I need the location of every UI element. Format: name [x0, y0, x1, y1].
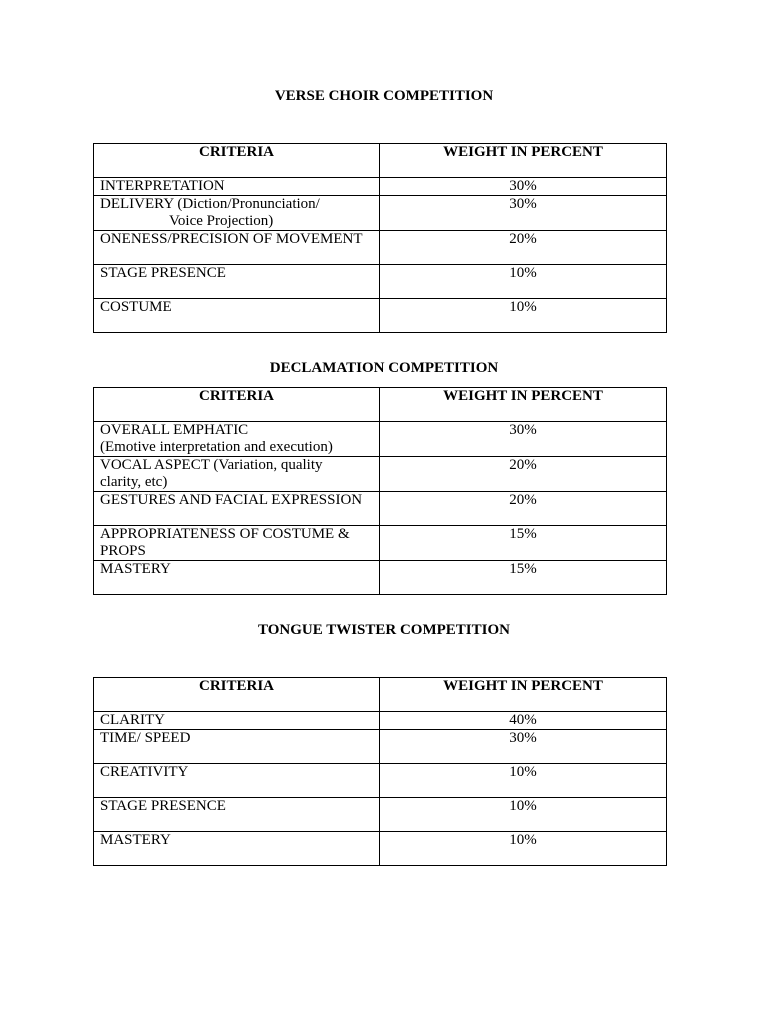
criteria-cell: VOCAL ASPECT (Variation, quality clarity, etc) — [94, 457, 380, 492]
tongue-twister-criteria-table — [93, 677, 667, 866]
section-title-verse-choir: VERSE CHOIR COMPETITION — [274, 88, 494, 104]
weight-cell: 10% — [380, 832, 667, 866]
verse-choir-criteria-table — [93, 143, 667, 333]
table-header-row — [94, 388, 667, 422]
section-title-declamation: DECLAMATION COMPETITION — [269, 360, 499, 376]
table-row — [94, 798, 667, 832]
criteria-cell: OVERALL EMPHATIC (Emotive interpretation and execution) — [94, 422, 380, 457]
criteria-cell: CLARITY — [94, 712, 380, 730]
weight-cell: 30% — [380, 178, 667, 196]
table-row — [94, 231, 667, 265]
table-row — [94, 299, 667, 333]
criteria-cell: DELIVERY (Diction/Pronunciation/ Voice Projection) — [94, 196, 380, 231]
table-row — [94, 832, 667, 866]
table-row — [94, 526, 667, 561]
criteria-column-header: CRITERIA — [94, 678, 380, 712]
table-row — [94, 422, 667, 457]
section-title-tongue-twister: TONGUE TWISTER COMPETITION — [257, 622, 510, 638]
weight-cell: 10% — [380, 798, 667, 832]
weight-cell: 20% — [380, 492, 667, 526]
criteria-cell: ONENESS/PRECISION OF MOVEMENT — [94, 231, 380, 265]
declamation-criteria-table — [93, 387, 667, 595]
table-header-row — [94, 144, 667, 178]
table-row — [94, 712, 667, 730]
table-row — [94, 730, 667, 764]
table-row — [94, 492, 667, 526]
criteria-cell: COSTUME — [94, 299, 380, 333]
table-row — [94, 265, 667, 299]
criteria-cell: INTERPRETATION — [94, 178, 380, 196]
criteria-cell: GESTURES AND FACIAL EXPRESSION — [94, 492, 380, 526]
criteria-column-header: CRITERIA — [94, 388, 380, 422]
table-row — [94, 196, 667, 231]
table-header-row — [94, 678, 667, 712]
weight-cell: 30% — [380, 196, 667, 231]
table-row — [94, 178, 667, 196]
weight-cell: 15% — [380, 526, 667, 561]
weight-column-header: WEIGHT IN PERCENT — [380, 678, 667, 712]
weight-column-header: WEIGHT IN PERCENT — [380, 144, 667, 178]
weight-cell: 40% — [380, 712, 667, 730]
weight-cell: 30% — [380, 730, 667, 764]
criteria-cell: STAGE PRESENCE — [94, 798, 380, 832]
table-row — [94, 764, 667, 798]
weight-cell: 20% — [380, 231, 667, 265]
criteria-cell: MASTERY — [94, 832, 380, 866]
weight-cell: 10% — [380, 265, 667, 299]
table-row — [94, 561, 667, 595]
criteria-column-header: CRITERIA — [94, 144, 380, 178]
criteria-cell: TIME/ SPEED — [94, 730, 380, 764]
weight-cell: 20% — [380, 457, 667, 492]
weight-cell: 10% — [380, 299, 667, 333]
table-row — [94, 457, 667, 492]
weight-cell: 30% — [380, 422, 667, 457]
criteria-cell: STAGE PRESENCE — [94, 265, 380, 299]
weight-column-header: WEIGHT IN PERCENT — [380, 388, 667, 422]
criteria-cell: CREATIVITY — [94, 764, 380, 798]
criteria-cell: MASTERY — [94, 561, 380, 595]
weight-cell: 10% — [380, 764, 667, 798]
weight-cell: 15% — [380, 561, 667, 595]
criteria-cell: APPROPRIATENESS OF COSTUME & PROPS — [94, 526, 380, 561]
